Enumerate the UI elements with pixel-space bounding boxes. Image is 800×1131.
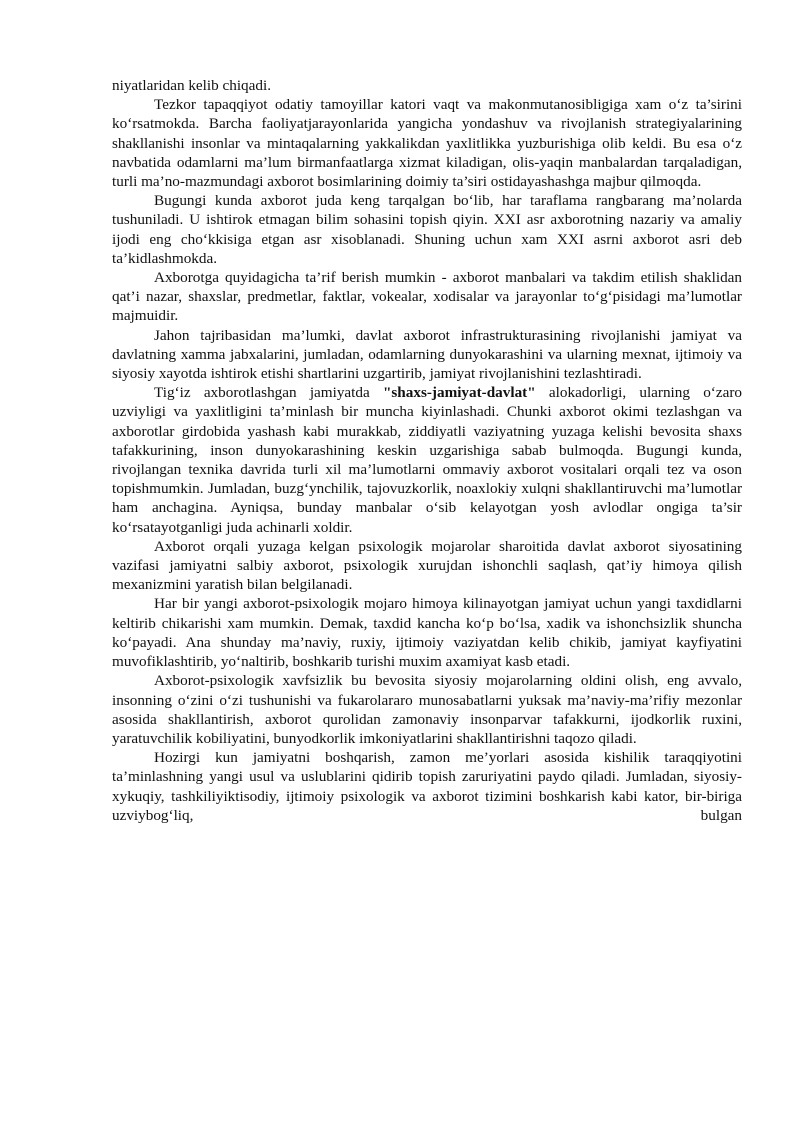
document-page [112, 76, 742, 825]
paragraph-new-threats: Har bir yangi axborot-psixologik mojaro himoya kilinayotgan jamiyat uchun yangi taxdidlarni keltirib chikarishi xam mumkin. Demak, taxdid kancha ko‘p bo‘lsa, xadik va ishonchsizlik shuncha ko‘payadi. Ana shunday ma’naviy, ruxiy, ijtimoiy vaziyatdan kelib chikib, jamiyat kayfiyatini muvofiklashtirib, yo‘naltirib, boshkarib turishi muxim axamiyat kasb etadi. [112, 595, 742, 671]
paragraph-continuation: niyatlaridan kelib chiqadi. [112, 77, 271, 94]
paragraph-psychological-conflicts: Axborot orqali yuzaga kelgan psixologik mojarolar sharoitida davlat axborot siyosatining vazifasi jamiyatni salbiy axborot, psixologik xurujdan ishonchli saqlash, qat’iy himoya qilish mexanizmini yaratish bilan belgilanadi. [112, 537, 742, 594]
paragraph-information-today: Bugungi kunda axborot juda keng tarqalgan bo‘lib, har taraflama rangbarang ma’nolarda tushuniladi. U ishtirok etmagan bilim sohasini topish qiyin. XXI asr axborotning nazariy va amaliy ijodi eng cho‘kkisiga etgan asr xisoblanadi. Shuning uchun xam XXI asrni axborot asri deb ta’kidlashmokda. [112, 192, 742, 267]
paragraph-text-after: alokadorligi, ularning o‘zaro uzviyligi va yaxlitligini ta’minlash bir muncha kiyinlashadi. Chunki axborot okimi tezlashgan va axborotlar girdobida yashash kabi murakkab, ziddiyatli vaziyatning yuzaga kelishi bevosita shaxs tafakkurining, inson dunyokarashining keskin uzgarishiga sabab bulmoqda. Bugungi kunda, rivojlangan texnika davrida turli xil ma’lumotlarni ommaviy axborot vositalari orqali tez va oson topishmumkin. Jumladan, buzg‘ynchilik, tajovuzkorlik, noaxlokiy xulqni shakllantiruvchi ma’lumotlar ham anchagina. Ayniqsa, bunday manbalar o‘sib kelayotgan yosh avlodlar ongiga ta’sir ko‘rsatayotganligi juda achinarli xoldir. [112, 384, 742, 536]
bold-phrase: "shaxs-jamiyat-davlat" [382, 384, 536, 402]
paragraph-society-management: Hozirgi kun jamiyatni boshqarish, zamon me’yorlari asosida kishilik taraqqiyotini ta’minlashning yangi usul va uslublarini qidirib topish zaruriyatini paydo qiladi. Jumladan, siyosiy-xykuqiy, tashkiliyiktisodiy, ijtimoiy psixologik va axborot tizimini boshkarish kabi kator, bir-biriga uzviybog‘liq, bulgan [112, 749, 742, 824]
paragraph-person-society-state [112, 383, 742, 537]
paragraph-psychological-security: Axborot-psixologik xavfsizlik bu bevosita siyosiy mojarolarning oldini olish, eng avvalo, insonning o‘zini o‘zi tushunishi va fukarolararo munosabatlarni yuksak ma’naviy-ma’rifiy mezonlar asosida shakllantirish, axborot qurolidan zamonaviy insonparvar tafakkurni, ijodkorlik ruxini, yaratuvchilik kobiliyatini, bunyodkorlik imkoniyatlarini shakllantirishni taqozo qiladi. [112, 672, 742, 747]
paragraph-information-definition: Axborotga quyidagicha ta’rif berish mumkin - axborot manbalari va takdim etilish shaklidan qat’i nazar, shaxslar, predmetlar, faktlar, vokealar, xodisalar va jarayonlar to‘g‘pisidagi ma’lumotlar majmuidir. [112, 269, 742, 325]
paragraph-rapid-progress: Tezkor tapaqqiyot odatiy tamoyillar katori vaqt va makonmutanosibligiga xam o‘z ta’sirini ko‘rsatmokda. Barcha faoliyatjarayonlarida yangicha yondashuv va rivojlanish strategiyalarining shakllanishi insonlar va mintaqalarning yakkalikdan yaxlitlikka yuzburishiga olib keldi. Bu esa o‘z navbatida odamlarni ma’lum birmanfaatlarga xizmat kiladigan, olis-yaqin manbalardan tarqaladigan, turli ma’no-mazmundagi axborot bosimlarining doimiy ta’siri ostidayashashga majbur qilmoqda. [112, 96, 742, 191]
paragraph-world-experience: Jahon tajribasidan ma’lumki, davlat axborot infrastrukturasining rivojlanishi jamiyat va davlatning xamma jabxalarini, jumladan, odamlarning dunyokarashini va ularning mexnat, ijtimoiy va siyosiy xayotda ishtirok etishi shartlarini uzgartirib, jamiyat rivojlanishini tezlashtiradi. [112, 326, 742, 383]
paragraph-text-before: Tig‘iz axborotlashgan jamiyatda [154, 384, 383, 402]
